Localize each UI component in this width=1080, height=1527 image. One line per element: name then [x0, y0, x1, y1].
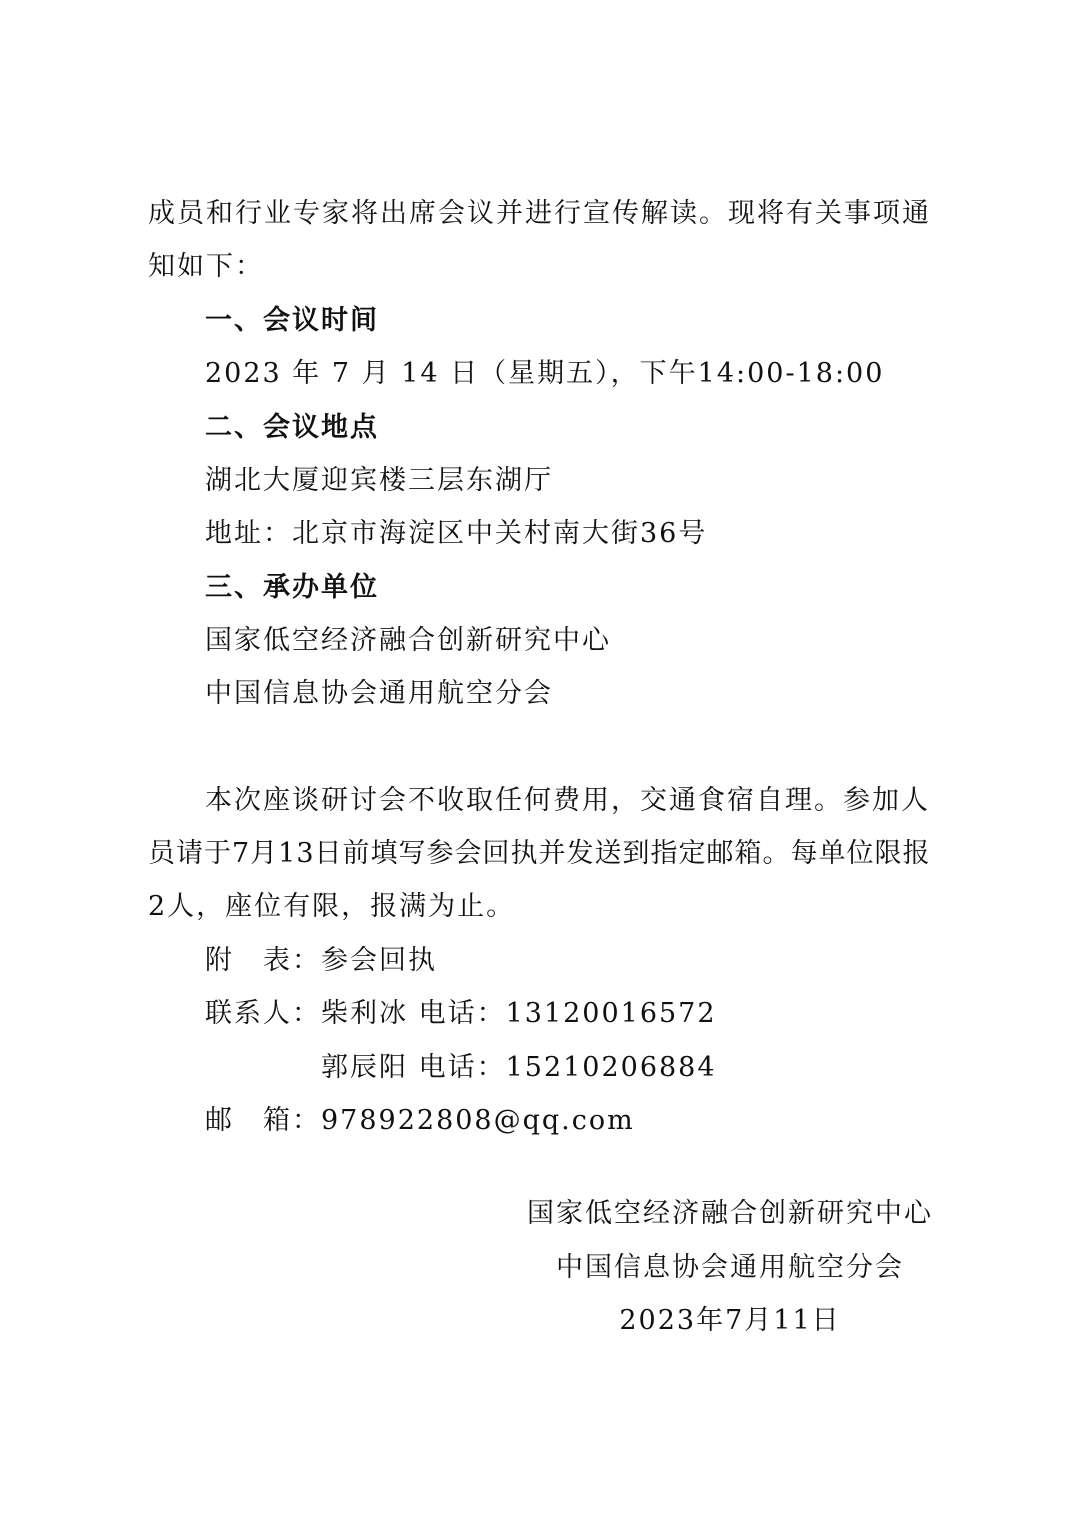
organizer-1: 国家低空经济融合创新研究中心 — [205, 625, 611, 656]
intro-line-1: 成员和行业专家将出席会议并进行宣传解读。现将有关事项通 — [148, 198, 931, 229]
signature-org-2: 中国信息协会通用航空分会 — [556, 1252, 904, 1283]
contact-line-1: 联系人：柴利冰 电话：13120016572 — [205, 998, 717, 1029]
contact-line-2: 郭辰阳 电话：15210206884 — [321, 1052, 717, 1083]
signature-org-1: 国家低空经济融合创新研究中心 — [527, 1198, 933, 1229]
section-heading-time: 一、会议时间 — [205, 305, 379, 336]
notice-line-2: 员请于7月13日前填写参会回执并发送到指定邮箱。每单位限报 — [148, 838, 931, 869]
section-heading-organizers: 三、承办单位 — [205, 572, 379, 603]
intro-line-2: 知如下： — [148, 251, 264, 282]
organizer-2: 中国信息协会通用航空分会 — [205, 678, 553, 709]
notice-line-3: 2人，座位有限，报满为止。 — [148, 891, 516, 922]
notice-line-1: 本次座谈研讨会不收取任何费用，交通食宿自理。参加人 — [205, 785, 930, 816]
meeting-time: 2023 年 7 月 14 日（星期五），下午14:00-18:00 — [205, 358, 885, 389]
attachment: 附 表：参会回执 — [205, 945, 437, 976]
section-heading-location: 二、会议地点 — [205, 412, 379, 443]
meeting-address: 地址：北京市海淀区中关村南大街36号 — [205, 518, 708, 549]
signature-date: 2023年7月11日 — [619, 1305, 841, 1336]
email: 邮 箱：978922808@qq.com — [205, 1105, 635, 1136]
meeting-venue: 湖北大厦迎宾楼三层东湖厅 — [205, 465, 553, 496]
